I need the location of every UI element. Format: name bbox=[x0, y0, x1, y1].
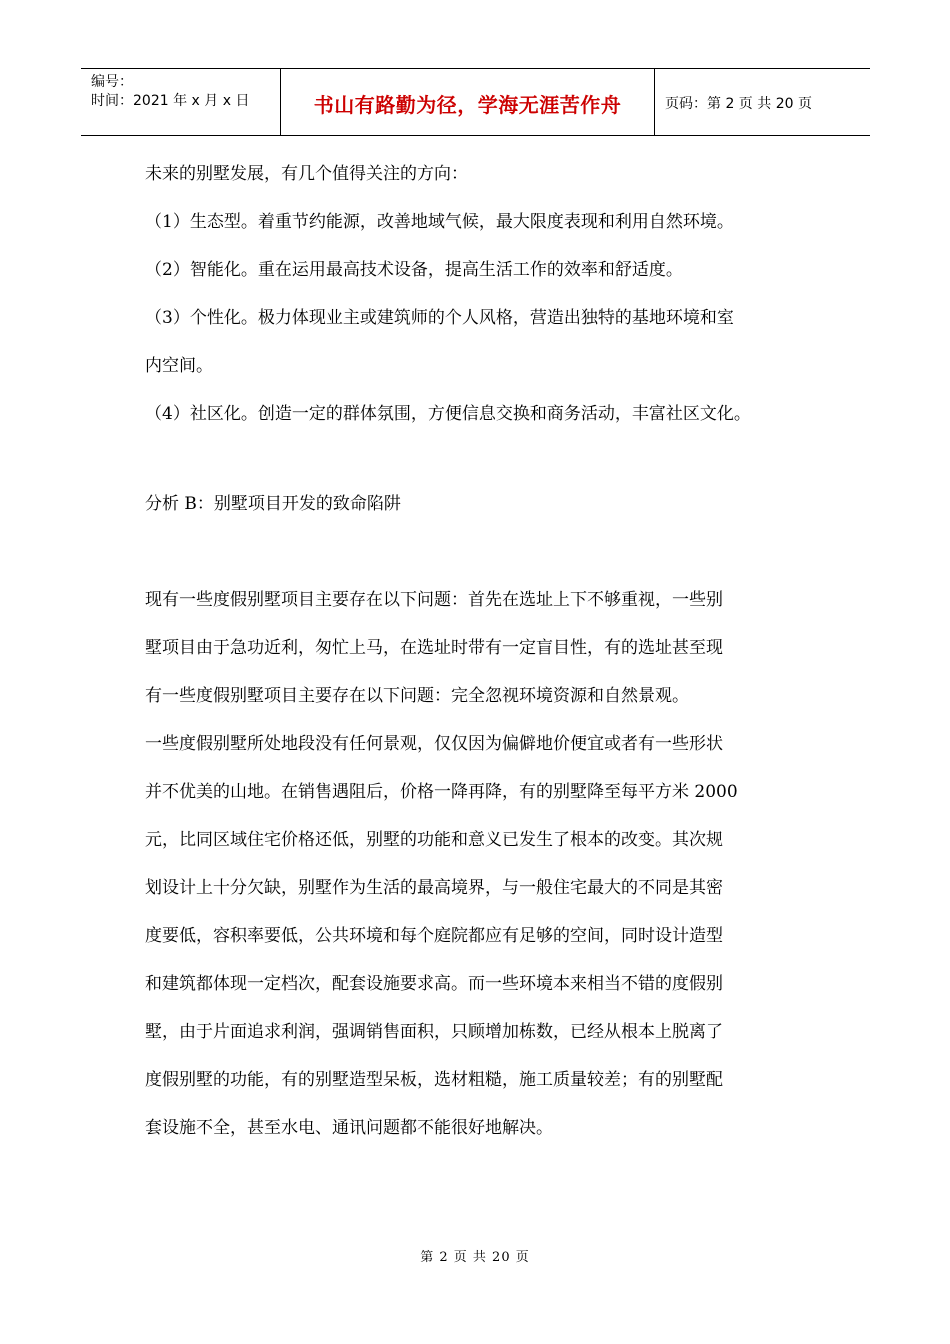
direction-item: 内空间。 bbox=[145, 356, 213, 376]
header-motto: 书山有路勤为径，学海无涯苦作舟 bbox=[281, 69, 655, 135]
intro-text: 未来的别墅发展，有几个值得关注的方向： bbox=[145, 164, 468, 184]
direction-item: （4）社区化。创造一定的群体氛围，方便信息交换和商务活动，丰富社区文化。 bbox=[145, 404, 751, 424]
paragraph-line: 和建筑都体现一定档次，配套设施要求高。而一些环境本来相当不错的度假别 bbox=[145, 974, 723, 994]
header-info-cell bbox=[81, 69, 281, 135]
paragraph-line: 一些度假别墅所处地段没有任何景观，仅仅因为偏僻地价便宜或者有一些形状 bbox=[145, 734, 723, 754]
paragraph-line: 墅项目由于急功近利，匆忙上马，在选址时带有一定盲目性，有的选址甚至现 bbox=[145, 638, 723, 658]
paragraph-line: 元，比同区域住宅价格还低，别墅的功能和意义已发生了根本的改变。其次规 bbox=[145, 830, 723, 850]
direction-item: （1）生态型。着重节约能源，改善地域气候，最大限度表现和利用自然环境。 bbox=[145, 212, 734, 232]
section-title: 分析 B：别墅项目开发的致命陷阱 bbox=[145, 494, 401, 514]
document-number-label: 编号： bbox=[91, 74, 133, 90]
header-page-label: 页码：第 2 页 共 20 页 bbox=[665, 96, 812, 112]
paragraph-line: 划设计上十分欠缺，别墅作为生活的最高境界，与一般住宅最大的不同是其密 bbox=[145, 878, 723, 898]
paragraph-line: 度假别墅的功能，有的别墅造型呆板，选材粗糙，施工质量较差；有的别墅配 bbox=[145, 1070, 723, 1090]
page-header bbox=[81, 68, 870, 136]
paragraph-line: 有一些度假别墅项目主要存在以下问题：完全忽视环境资源和自然景观。 bbox=[145, 686, 689, 706]
direction-item: （3）个性化。极力体现业主或建筑师的个人风格，营造出独特的基地环境和室 bbox=[145, 308, 734, 328]
paragraph-line: 套设施不全，甚至水电、通讯问题都不能很好地解决。 bbox=[145, 1118, 553, 1138]
paragraph-line: 墅，由于片面追求利润，强调销售面积，只顾增加栋数，已经从根本上脱离了 bbox=[145, 1022, 723, 1042]
direction-item: （2）智能化。重在运用最高技术设备，提高生活工作的效率和舒适度。 bbox=[145, 260, 683, 280]
paragraph-line: 并不优美的山地。在销售遇阻后，价格一降再降，有的别墅降至每平方米 2000 bbox=[145, 782, 738, 802]
paragraph-line: 度要低，容积率要低，公共环境和每个庭院都应有足够的空间，同时设计造型 bbox=[145, 926, 723, 946]
document-body bbox=[145, 150, 825, 1152]
document-date-label: 时间：2021 年 x 月 x 日 bbox=[91, 93, 250, 109]
paragraph-line: 现有一些度假别墅项目主要存在以下问题：首先在选址上下不够重视，一些别 bbox=[145, 590, 723, 610]
page-footer: 第 2 页 共 20 页 bbox=[420, 1250, 530, 1265]
